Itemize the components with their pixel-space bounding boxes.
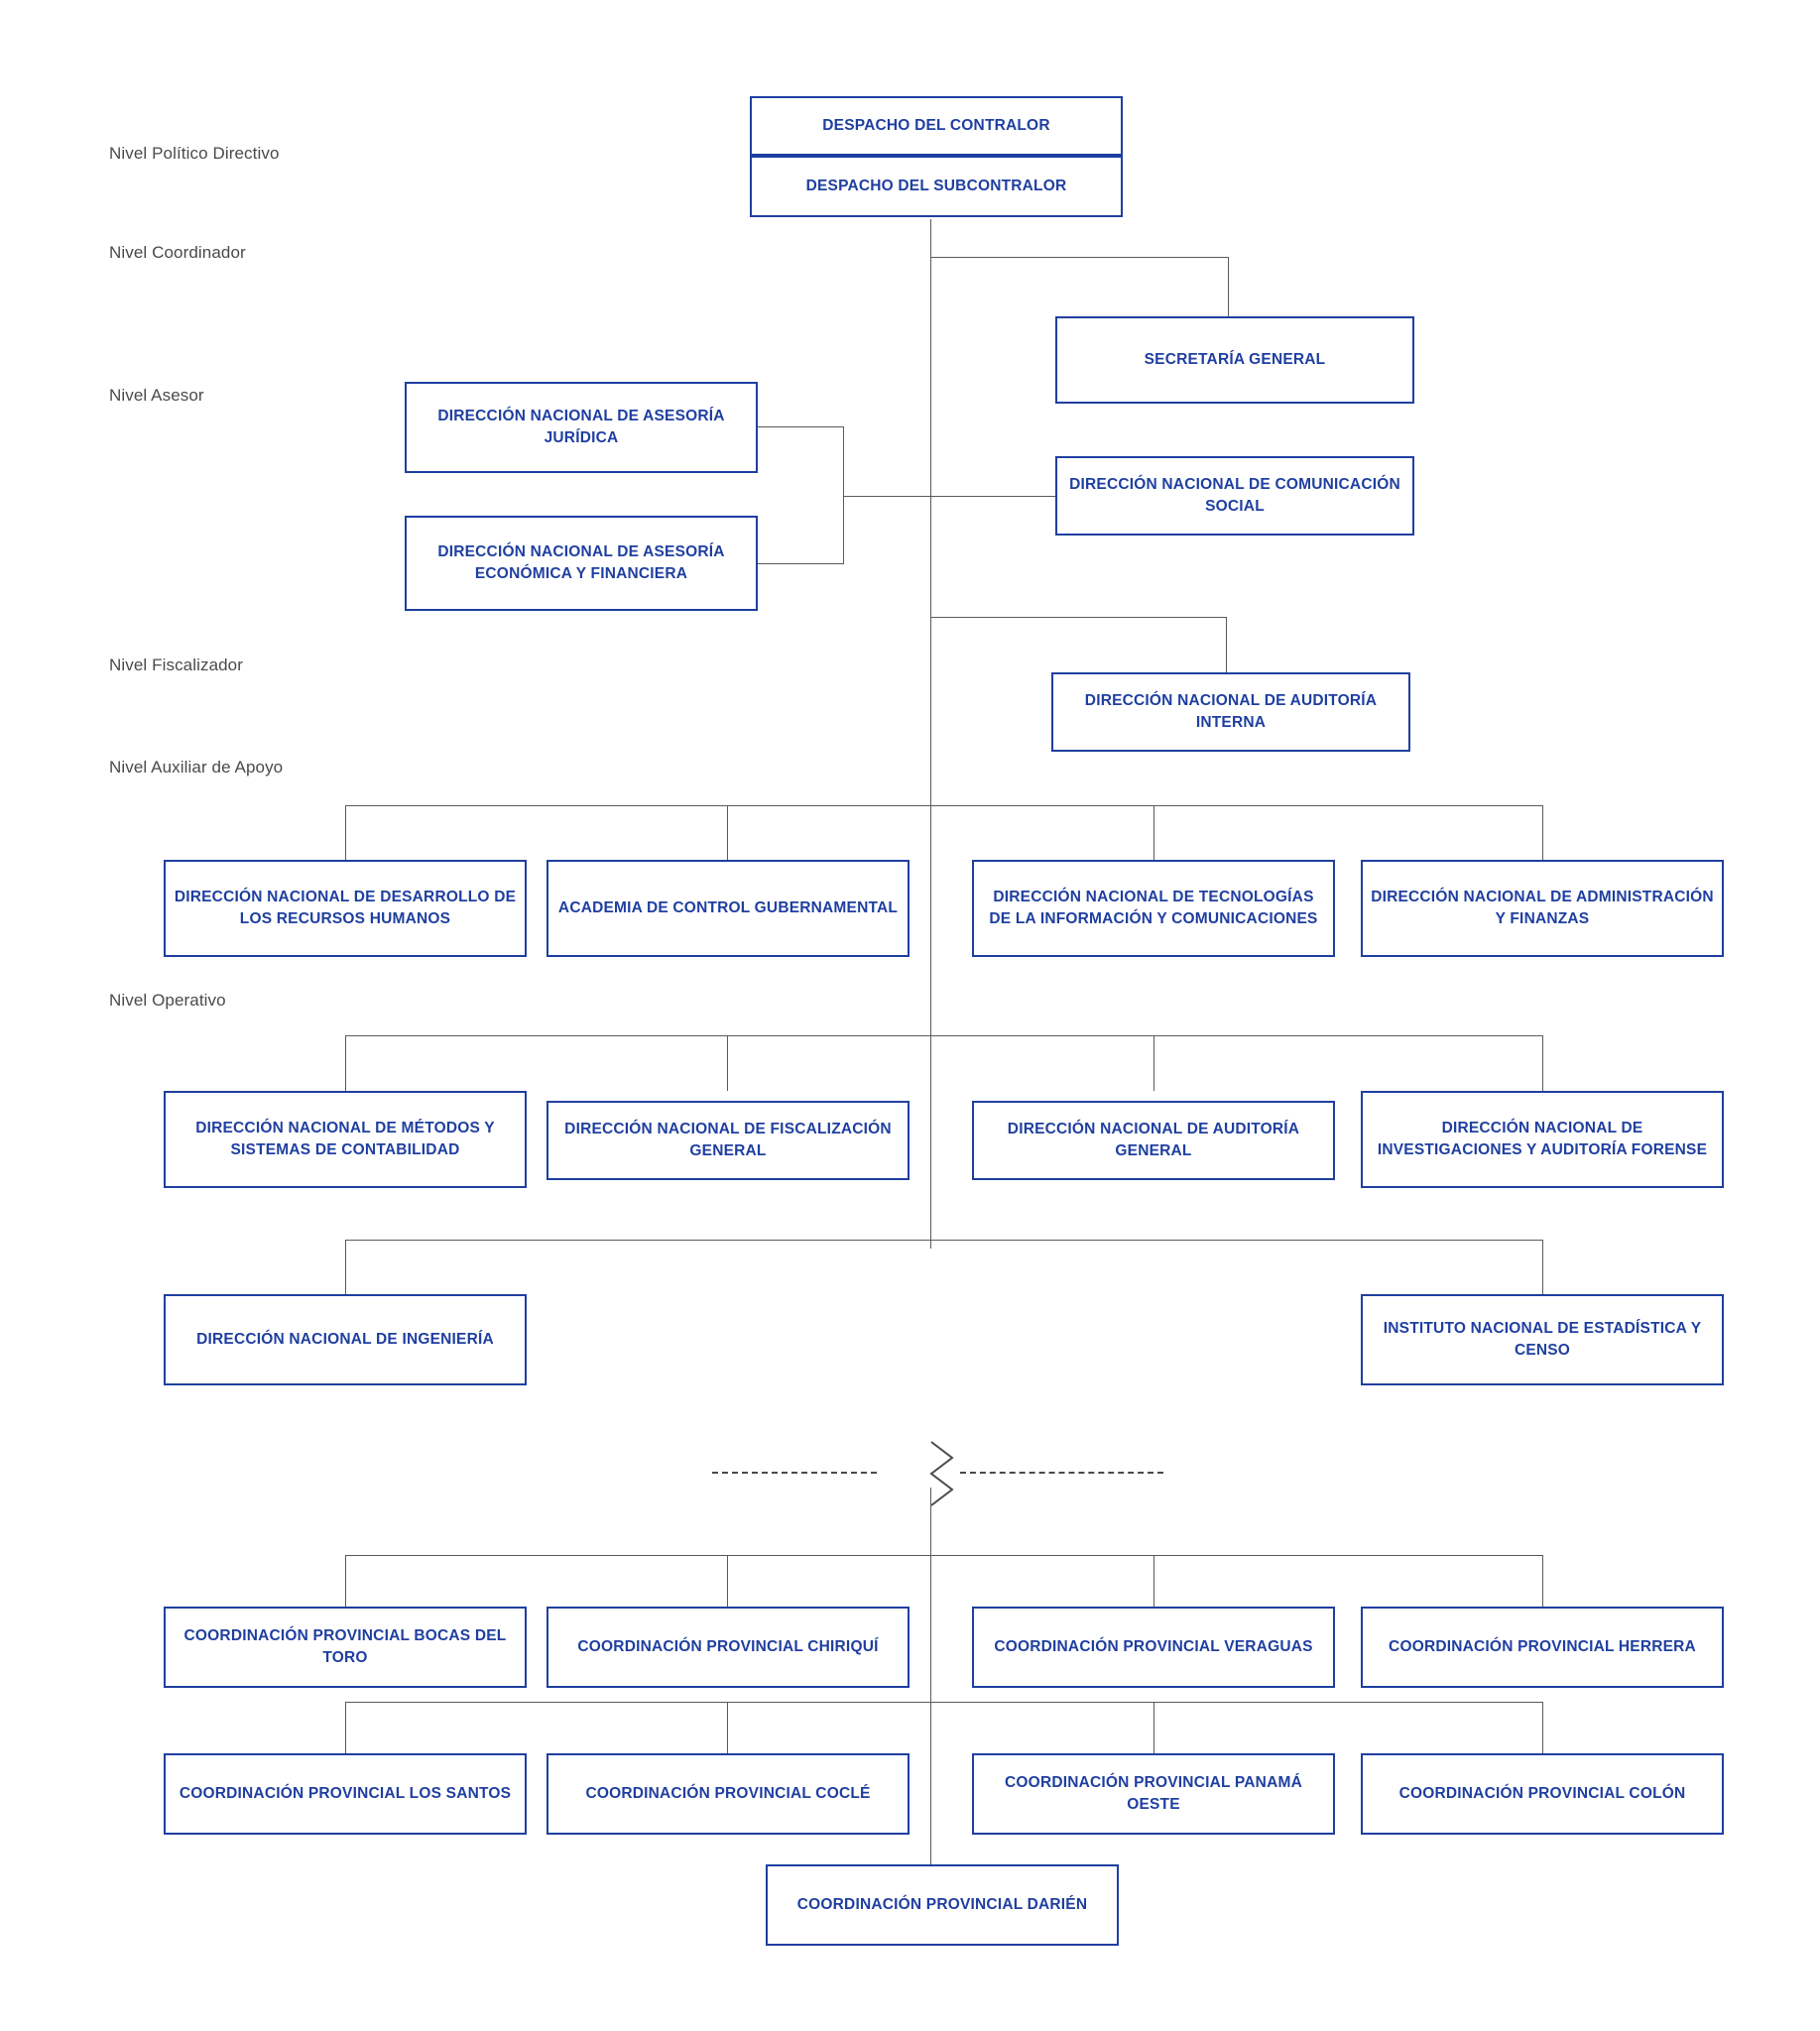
connector-juridica-h [757, 426, 844, 427]
bus-coordinaciones-1 [345, 1555, 1543, 1556]
drop-admin-finanzas [1542, 805, 1543, 860]
node-despacho-contralor[interactable]: DESPACHO DEL CONTRALOR [750, 96, 1123, 156]
drop-investigaciones [1542, 1035, 1543, 1091]
connector-auditoria-interna-v [1226, 617, 1227, 672]
node-auditoria-general[interactable]: DIRECCIÓN NACIONAL DE AUDITORÍA GENERAL [972, 1101, 1335, 1180]
drop-coord-chiriqui [727, 1555, 728, 1607]
drop-coord-veraguas [1153, 1555, 1154, 1607]
node-tecnologias-informacion[interactable]: DIRECCIÓN NACIONAL DE TECNOLOGÍAS DE LA INFORMACIÓN Y COMUNICACIONES [972, 860, 1335, 957]
bus-operativo-1 [345, 1035, 1543, 1036]
spine-upper [930, 219, 931, 1249]
node-coordinacion-panama-oeste[interactable]: COORDINACIÓN PROVINCIAL PANAMÁ OESTE [972, 1753, 1335, 1835]
node-asesoria-economica-financiera[interactable]: DIRECCIÓN NACIONAL DE ASESORÍA ECONÓMICA Y FINANCIERA [405, 516, 758, 611]
node-investigaciones-auditoria-forense[interactable]: DIRECCIÓN NACIONAL DE INVESTIGACIONES Y AUDITORÍA FORENSE [1361, 1091, 1724, 1188]
level-label-asesor: Nivel Asesor [109, 386, 204, 405]
connector-economica-h [757, 563, 844, 564]
drop-academia [727, 805, 728, 860]
level-label-politico-directivo: Nivel Político Directivo [109, 144, 280, 163]
level-label-coordinador: Nivel Coordinador [109, 243, 246, 262]
dashed-separator-left [712, 1472, 877, 1474]
node-asesoria-juridica[interactable]: DIRECCIÓN NACIONAL DE ASESORÍA JURÍDICA [405, 382, 758, 473]
node-recursos-humanos[interactable]: DIRECCIÓN NACIONAL DE DESARROLLO DE LOS RECURSOS HUMANOS [164, 860, 527, 957]
bus-auxiliar-apoyo [345, 805, 1543, 806]
drop-coord-colon [1542, 1702, 1543, 1753]
node-administracion-finanzas[interactable]: DIRECCIÓN NACIONAL DE ADMINISTRACIÓN Y FINANZAS [1361, 860, 1724, 957]
node-auditoria-interna[interactable]: DIRECCIÓN NACIONAL DE AUDITORÍA INTERNA [1051, 672, 1410, 752]
drop-coord-panama-oeste [1153, 1702, 1154, 1753]
node-coordinacion-bocas-del-toro[interactable]: COORDINACIÓN PROVINCIAL BOCAS DEL TORO [164, 1607, 527, 1688]
node-coordinacion-colon[interactable]: COORDINACIÓN PROVINCIAL COLÓN [1361, 1753, 1724, 1835]
node-comunicacion-social[interactable]: DIRECCIÓN NACIONAL DE COMUNICACIÓN SOCIAL [1055, 456, 1414, 536]
spine-lower [930, 1488, 931, 1904]
drop-auditoria-general [1153, 1035, 1154, 1091]
level-label-fiscalizador: Nivel Fiscalizador [109, 656, 244, 674]
node-secretaria-general[interactable]: SECRETARÍA GENERAL [1055, 316, 1414, 404]
drop-ingenieria [345, 1240, 346, 1294]
drop-recursos-humanos [345, 805, 346, 860]
node-coordinacion-veraguas[interactable]: COORDINACIÓN PROVINCIAL VERAGUAS [972, 1607, 1335, 1688]
level-label-operativo: Nivel Operativo [109, 991, 226, 1010]
bus-coordinaciones-2 [345, 1702, 1543, 1703]
node-coordinacion-los-santos[interactable]: COORDINACIÓN PROVINCIAL LOS SANTOS [164, 1753, 527, 1835]
node-coordinacion-herrera[interactable]: COORDINACIÓN PROVINCIAL HERRERA [1361, 1607, 1724, 1688]
node-instituto-estadistica-censo[interactable]: INSTITUTO NACIONAL DE ESTADÍSTICA Y CENSO [1361, 1294, 1724, 1385]
level-label-auxiliar-apoyo: Nivel Auxiliar de Apoyo [109, 758, 284, 777]
drop-coord-los-santos [345, 1702, 346, 1753]
node-metodos-sistemas-contabilidad[interactable]: DIRECCIÓN NACIONAL DE MÉTODOS Y SISTEMAS DE CONTABILIDAD [164, 1091, 527, 1188]
spine-break-zigzag [922, 1440, 958, 1507]
node-fiscalizacion-general[interactable]: DIRECCIÓN NACIONAL DE FISCALIZACIÓN GENERAL [546, 1101, 910, 1180]
connector-secretaria-h [930, 257, 1228, 258]
connector-auditoria-interna-h [930, 617, 1226, 618]
connector-secretaria-v [1228, 257, 1229, 316]
drop-metodos [345, 1035, 346, 1091]
drop-coord-herrera [1542, 1555, 1543, 1607]
node-coordinacion-cocle[interactable]: COORDINACIÓN PROVINCIAL COCLÉ [546, 1753, 910, 1835]
dashed-separator-right [960, 1472, 1163, 1474]
drop-coord-cocle [727, 1702, 728, 1753]
node-academia-control-gubernamental[interactable]: ACADEMIA DE CONTROL GUBERNAMENTAL [546, 860, 910, 957]
node-despacho-subcontralor[interactable]: DESPACHO DEL SUBCONTRALOR [750, 156, 1123, 217]
drop-inec [1542, 1240, 1543, 1294]
node-ingenieria[interactable]: DIRECCIÓN NACIONAL DE INGENIERÍA [164, 1294, 527, 1385]
node-coordinacion-chiriqui[interactable]: COORDINACIÓN PROVINCIAL CHIRIQUÍ [546, 1607, 910, 1688]
drop-tic [1153, 805, 1154, 860]
bus-operativo-2 [345, 1240, 1543, 1241]
drop-coord-bocas [345, 1555, 346, 1607]
drop-fiscalizacion [727, 1035, 728, 1091]
node-coordinacion-darien[interactable]: COORDINACIÓN PROVINCIAL DARIÉN [766, 1864, 1119, 1946]
